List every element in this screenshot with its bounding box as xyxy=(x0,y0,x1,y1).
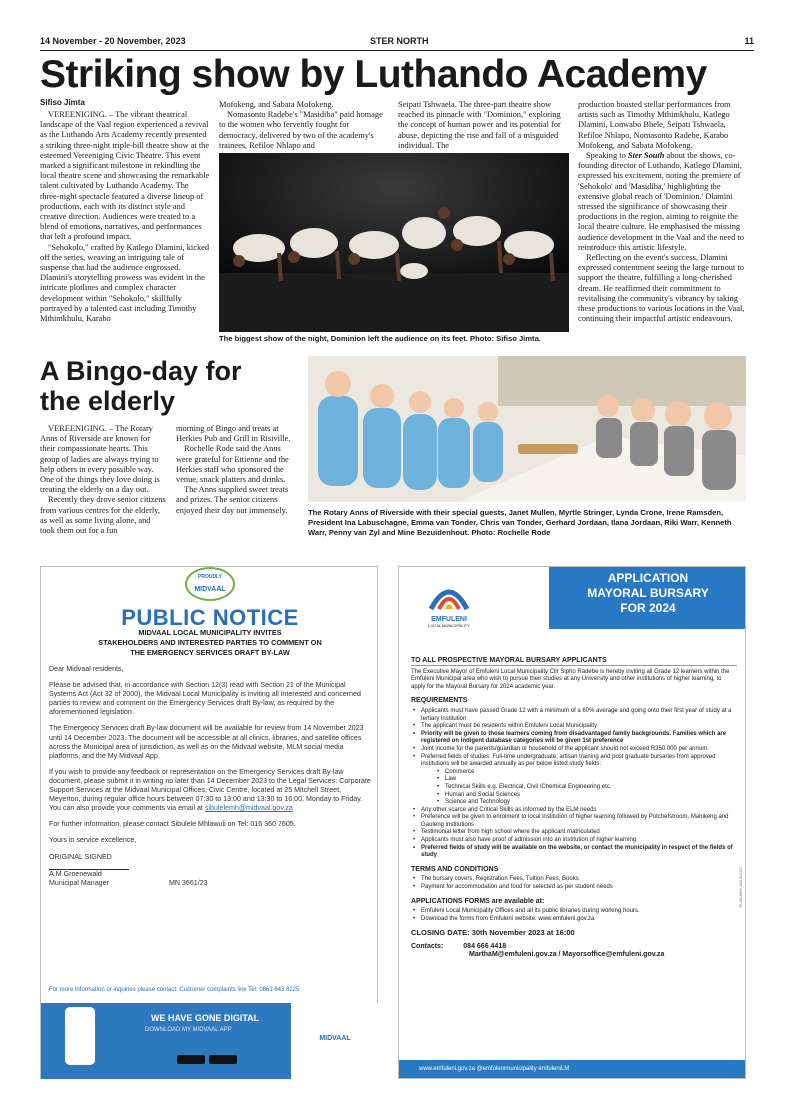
paper-name: STER NORTH xyxy=(370,36,429,46)
byline: Sifiso Jimta xyxy=(40,98,85,107)
issue-date: 14 November - 20 November, 2023 xyxy=(40,36,186,46)
photo-rotary-anns xyxy=(308,356,746,502)
story1-column-3: Seipati Tshwaela. The three-part theatre show reached its pinnacle with "Dominion," exploring the concept of human power and its potential for abuse, depicting the rise and fall of a misguided individual. The xyxy=(398,100,561,150)
photo-dominion-performance xyxy=(219,153,569,332)
story1-column-2: Mofokeng, and Sabata Mofokeng. Nomasonto Radebe's "Masidiba" paid homage to the women who fervently fought for democracy, delivered by two of the academy's trainees, Refiloe Nhlapo and xyxy=(219,100,383,150)
play-store-badge[interactable] xyxy=(209,1055,237,1064)
story1-column-4: production boasted stellar performances from artists such as Timothy Mthimkhulu, Katlego Dlamini, Lonwabo Bhele, Seipati Tshwaela, Refiloe Nhlapo, Nomasonto Radebe, Karabo Mofokeng, and Sabata Mofokeng. Speaking to Ster South about the shows, co-founding director of Luthando, Katlego Dlamini, expressed his excitement, noting the premiere of 'Sehokolo' and 'Masidiba,' highlighting the extensive global reach of 'Dominion.' Dlamini stressed the significance of showcasing their productions in the region, aiming to reignite the local theatre culture. He emphasised the missing audience development in the Vaal and the need to reintroduce this artistic lifestyle. Reflecting on the event's success, Dlamini expressed contentment seeing the large turnout to support the theatre, fulfilling a long-cherished dream. He reaffirmed their commitment to revitalising the community's vibrancy by taking these productions to various locations in the Vaal, continuing their impactful artistic endeavours. xyxy=(578,100,745,324)
story2-column-2: morning of Bingo and treats at Herkies Pub and Grill in Risiville. Rochelle Rode said the Anns were grateful for Ettienne and the Herkies staff who sponsored the venue, snack platters and drinks. The Anns supplied sweet treats and prizes. The senior citizens enjoyed their day out immensely. xyxy=(176,424,291,515)
public-notice-title: PUBLIC NOTICE xyxy=(121,605,299,630)
bursary-header: APPLICATION MAYORAL BURSARY FOR 2024 xyxy=(549,567,746,629)
headline-luthando: Striking show by Luthando Academy xyxy=(40,53,707,96)
midvaal-logo: PROUDLY MIDVAAL xyxy=(185,567,235,601)
photo-caption-dominion: The biggest show of the night, Dominion left the audience on its feet. Photo: Sifiso Jimta. xyxy=(219,334,541,343)
photo-caption-rotary: The Rotary Anns of Riverside with their special guests, Janet Mullen, Myrtle Stringer, Lynda Crone, Irene Ramsden, President Ina Labuschagne, Emma van Tonder, Chris van Tonder, Gerhard Jordaan, Ilana Jordaan, Riki Warr, Kenneth Warr, Penny van Zyl and Mine Bezuidenhout. Photo: Rochelle Rode xyxy=(308,508,732,537)
story2-column-1: VEREENIGING. – The Rotary Anns of Riverside are known for their compassionate hearts. This group of ladies are always trying to help others in every possible way. One of the things they love doing is treating the elderly on a day out. Recently they drove senior citizens from various centres for the elderly, as well as some living alone, and took them out for a fun xyxy=(40,424,166,536)
emfuleni-logo: EMFULENI LOCAL MUNICIPALITY xyxy=(419,581,479,641)
phone-icon xyxy=(65,1007,95,1065)
app-store-badge[interactable] xyxy=(177,1055,205,1064)
headline-bingo: A Bingo-day for the elderly xyxy=(40,356,242,416)
digital-banner: WE HAVE GONE DIGITAL DOWNLOAD MY MIDVAAL APP MIDVAAL xyxy=(41,1003,379,1079)
public-notice-body: Dear Midvaal residents, Please be advised that, in accordance with Section 12(3) read with Section 21 of the Municipal Systems Act (Act 32 of 2000), the Midvaal Local Municipality is inviting all interested and concerned parties to review and comment on the Emergency Services draft By-law, as required by the aforementioned legislation. The Emergency Services draft By-law document will be available for review from 14 November 2023 until 14 December 2023. The document will be accessible at all clinics, libraries, and satellite offices across the Municipal area of jurisdiction, as well as on the Midvaal website, MLM social media platforms, and the My Midvaal App. If you wish to provide any feedback or representation on the Emergency Services draft By-law document, please submit it in writing no later than 14 December 2023 to the Legal Services: Corporate Support Services at the Midvaal Municipal Offices, Civic Centre, located at 25 Mitchell Street, Meyerton, during regular office hours between 07:30 to 13:00 and 13:30 to 16:00, Monday to Friday. You can also provide your comments via email at sibulelemh@midvaal.gov.za For further information, please contact Sibulele Mhlawuli on Tel: 016 360 7605. Yours in service excellence, ORIGINAL SIGNED A.M Groenewald Municipal Manager MN 3661/23 xyxy=(49,665,371,887)
notice-email-link[interactable]: sibulelemh@midvaal.gov.za xyxy=(204,804,293,813)
public-notice-subtitle: MIDVAAL LOCAL MUNICIPALITY INVITES STAKEHOLDERS AND INTERESTED PARTIES TO COMMENT ON THE EMERGENCY SERVICES DRAFT BY-LAW xyxy=(98,628,322,657)
notice-footer: For more information or inquiries please contact: Customer complaints line Tel: 0861 643 8225 xyxy=(49,987,300,993)
bursary-body: TO ALL PROSPECTIVE MAYORAL BURSARY APPLICANTS The Executive Mayor of Emfuleni Local Municipality Cllr Sipho Radebe is hereby inviting all Grade 12 learners within the Emfuleni Municipal area who wish to pursue their studies at any University and other institutions of higher learning, to apply for the Mayoral Bursary for 2024 academic year. REQUIREMENTS • Applicants must have passed Grade 12 with a minimum of a 60% average and going onto their first year of study at a tertiary institution • The applicant must be residents within Emfuleni Local Municipality • Priority will be given to those learners coming from disadvantaged family backgrounds. Families which are registered on indigent database categories will be given 1st preference • Joint income for the parents/guardian or household of the applicant should not exceed R350 000 per annum. • Preferred fields of studies: Full-time undergraduate, artisan training and post graduate bursaries from approved institutions will be awarded annually as per below listed study fields: • Commerce • Law • Technical Skills e.g. Electrical, Civil /Chemical Engineering etc. • Human and Social Sciences • Science and Technology • Any other scarce and Critical Skills as informed by the ELM needs • Preference will be given to enrolment to local institution of higher learning followed by Potchefstroom, Mahikeng and Gauteng institutions • Testimonial letter from high school where the applicant matriculated • Applicants must also have proof of admission into an institution of higher learning • Preferred fields of study will be available on the website, or contact the municipality in respect of the fields of study TERMS AND CONDITIONS • The bursary covers, Registration Fees, Tuition Fees, Books • Payment for accommodation and food for selected as per student needs APPLICATIONS FORMS are available at: • Emfuleni Local Municipality Offices and all its public libraries during working hours. • Download the forms from Emfuleni website: www.emfuleni.gov.za CLOSING DATE: 30th November 2023 at 16:00 Contacts: 084 666 4418 MarthaM@emfuleni.gov.za / Mayorsoffice@emfuleni.gov.za xyxy=(411,651,737,958)
emfuleni-bursary-ad: EMFULENI LOCAL MUNICIPALITY APPLICATION MAYORAL BURSARY FOR 2024 TO ALL PROSPECTIVE MAYORAL BURSARY APPLICANTS The Executive Mayor of Emfuleni Local Municipality Cllr Sipho Radebe is hereby inviting all Grade 12 learners within the Emfuleni Municipal area who wish to pursue their studies at any University and other institutions of higher learning, to apply for the Mayoral Bursary for 2024 academic year. REQUIREMENTS • Applicants must have passed Grade 12 with a minimum of a 60% average and going onto their first year of study at a tertiary institution • The applicant must be residents within Emfuleni Local Municipality • Priority will be given to those learners coming from disadvantaged family backgrounds. Families which are registered on indigent database categories will be given 1st preference • Joint income for the parents/guardian or household of the applicant should not exceed R350 000 per annum. • Preferred fields of studies: Full-time undergraduate, artisan training and post graduate bursaries from approved institutions will be awarded annually as per below listed study fields: • Commerce • Law • Technical Skills e.g. Electrical, Civil /Chemical Engineering etc. • Human and Social Sciences • Science and Technology • Any other scarce and Critical Skills as informed by the ELM needs • Preference will be given to enrolment to local institution of higher learning followed by Potchefstroom, Mahikeng and Gauteng institutions • Testimonial letter from high school where the applicant matriculated • Applicants must also have proof of admission into an institution of higher learning • Preferred fields of study will be available on the website, or contact the municipality in respect of the fields of study TERMS AND CONDITIONS • The bursary covers, Registration Fees, Tuition Fees, Books • Payment for accommodation and food for selected as per student needs APPLICATIONS FORMS are available at: • Emfuleni Local Municipality Offices and all its public libraries during working hours. • Download the forms from Emfuleni website: www.emfuleni.gov.za CLOSING DATE: 30th November 2023 at 16:00 Contacts: 084 666 4418 MarthaM@emfuleni.gov.za / Mayorsoffice@emfuleni.gov.za ELM13869 18/10/2023 www.emfuleni.gov.za @emfulenimunicipality emfuleniLM xyxy=(398,566,746,1079)
midvaal-public-notice-ad xyxy=(40,566,378,1079)
bursary-footer: www.emfuleni.gov.za @emfulenimunicipality emfuleniLM xyxy=(399,1060,746,1078)
page-header xyxy=(40,33,754,51)
page-number: 11 xyxy=(744,36,754,46)
story1-column-1: VEREENIGING. – The vibrant theatrical landscape of the Vaal region experienced a revival as the Luthando Arts Academy recently presented a striking three-night triple-bill theatre show at the esteemed Vereeniging Civic Theatre. This event marked a significant milestone in rekindling the local theatre scene and showcasing the remarkable talent cultivated by Luthando Academy. The three-night spectacle featured a diverse lineup of productions, each with its distinct style and creative direction. Audiences were treated to a blend of emotions, narratives, and performances that left a profound impact. "Sehokolo," crafted by Katlego Dlamini, kicked off the series, weaving an intriguing tale of suspense that had the audience engrossed. Dlamini's storytelling prowess was evident in the intricate plotlines and complex character development within "Sehokolo," skillfully portrayed by a talented cast including Timothy Mthimkhulu, Karabo xyxy=(40,110,210,324)
midvaal-logo-small: MIDVAAL xyxy=(291,1003,379,1079)
